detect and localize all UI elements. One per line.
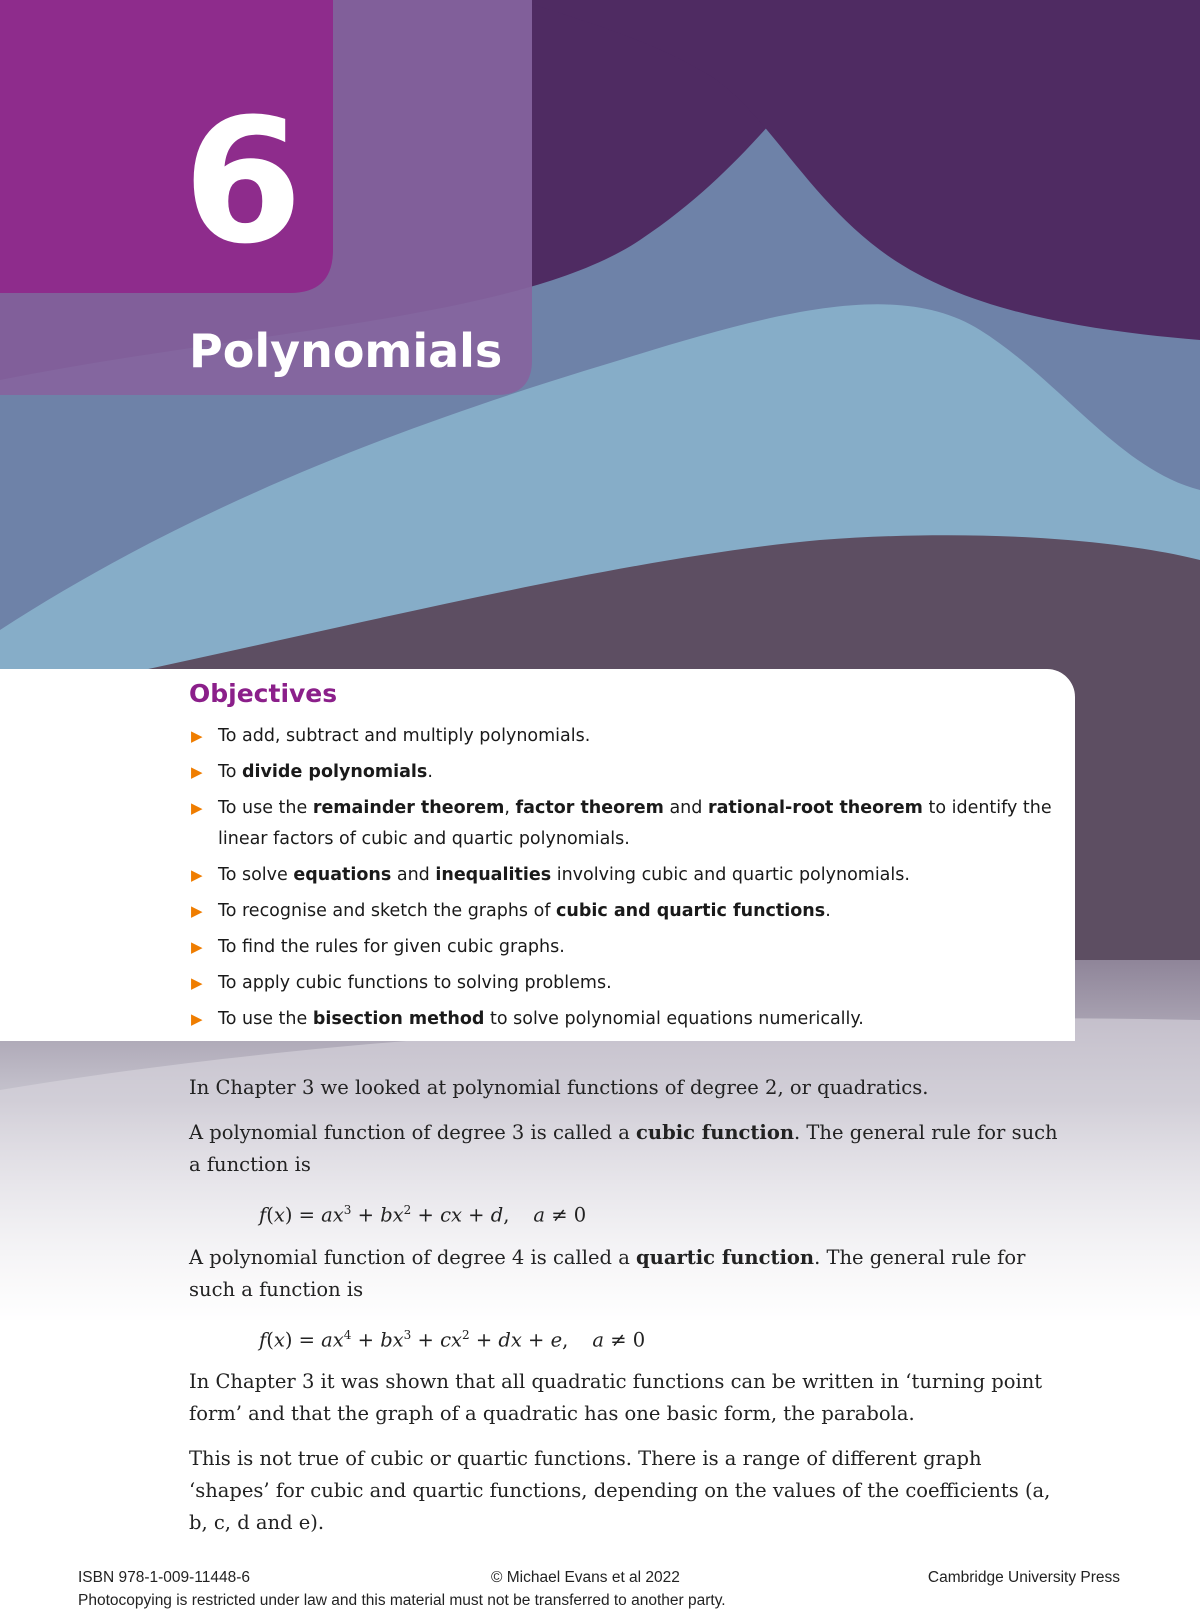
- objective-item: ▶ To solve equations and inequalities involving cubic and quartic polynomials.: [191, 860, 1061, 891]
- objective-item: ▶ To add, subtract and multiply polynomials.: [191, 721, 1061, 752]
- objectives-list: [191, 721, 1061, 1040]
- term-quartic-function: quartic function: [636, 1245, 815, 1269]
- intro-paragraph-2: A polynomial function of degree 3 is called a cubic function. The general rule for such a function is: [189, 1121, 1058, 1176]
- chapter-intro: [189, 1072, 1059, 1552]
- bullet-arrow-icon: ▶: [191, 974, 203, 992]
- objective-item: ▶ To apply cubic functions to solving problems.: [191, 968, 1061, 999]
- bullet-arrow-icon: ▶: [191, 866, 203, 884]
- bullet-arrow-icon: ▶: [191, 763, 203, 781]
- footer: [78, 1569, 1120, 1589]
- objectives-panel: [0, 669, 1075, 1041]
- intro-paragraph-4: In Chapter 3 it was shown that all quadratic functions can be written in ‘turning point form’ and that the graph of a quadratic has one basic form, the parabola.: [189, 1370, 1043, 1425]
- objective-item: ▶ To use the bisection method to solve polynomial equations numerically.: [191, 1004, 1061, 1035]
- objective-item: ▶ To find the rules for given cubic graphs.: [191, 932, 1061, 963]
- bullet-arrow-icon: ▶: [191, 902, 203, 920]
- bullet-arrow-icon: ▶: [191, 727, 203, 745]
- objective-item: ▶ To recognise and sketch the graphs of cubic and quartic functions.: [191, 896, 1061, 927]
- term-cubic-function: cubic function: [636, 1121, 795, 1144]
- bullet-arrow-icon: ▶: [191, 799, 203, 817]
- intro-paragraph-3: A polynomial function of degree 4 is called a quartic function. The general rule for such a function is: [189, 1245, 1026, 1301]
- cubic-formula: $f(x) = ax^3 + bx^2$ + cx + d, a ≠ 0: [259, 1203, 587, 1227]
- objective-item: ▶ To divide polynomials.: [191, 757, 1061, 788]
- intro-paragraph-1: In Chapter 3 we looked at polynomial functions of degree 2, or quadratics.: [189, 1076, 929, 1099]
- objective-item: ▶ To use the remainder theorem, factor theorem and rational-root theorem to identify the linear factors of cubic and quartic polynomials.: [191, 793, 1061, 855]
- footer-copyright: © Michael Evans et al 2022: [491, 1569, 680, 1586]
- bullet-arrow-icon: ▶: [191, 1010, 203, 1028]
- bullet-arrow-icon: ▶: [191, 938, 203, 956]
- quartic-formula: $f(x) = ax^4 + bx^3 + cx^2$ + dx + e, a ≠ 0: [259, 1327, 646, 1351]
- chapter-number: 6: [183, 81, 303, 282]
- footer-publisher: Cambridge University Press: [927, 1569, 1120, 1586]
- objectives-heading: Objectives: [189, 679, 338, 708]
- footer-isbn: ISBN 978-1-009-11448-6: [78, 1569, 251, 1586]
- intro-paragraph-5: This is not true of cubic or quartic functions. There is a range of different graph ‘shapes’ for cubic and quartic functions, depending on the values of the coefficients (a, b, c, d and e).: [189, 1447, 1051, 1534]
- footer-notice: Photocopying is restricted under law and this material must not be transferred to another party.: [78, 1592, 726, 1609]
- chapter-title: Polynomials: [189, 324, 503, 378]
